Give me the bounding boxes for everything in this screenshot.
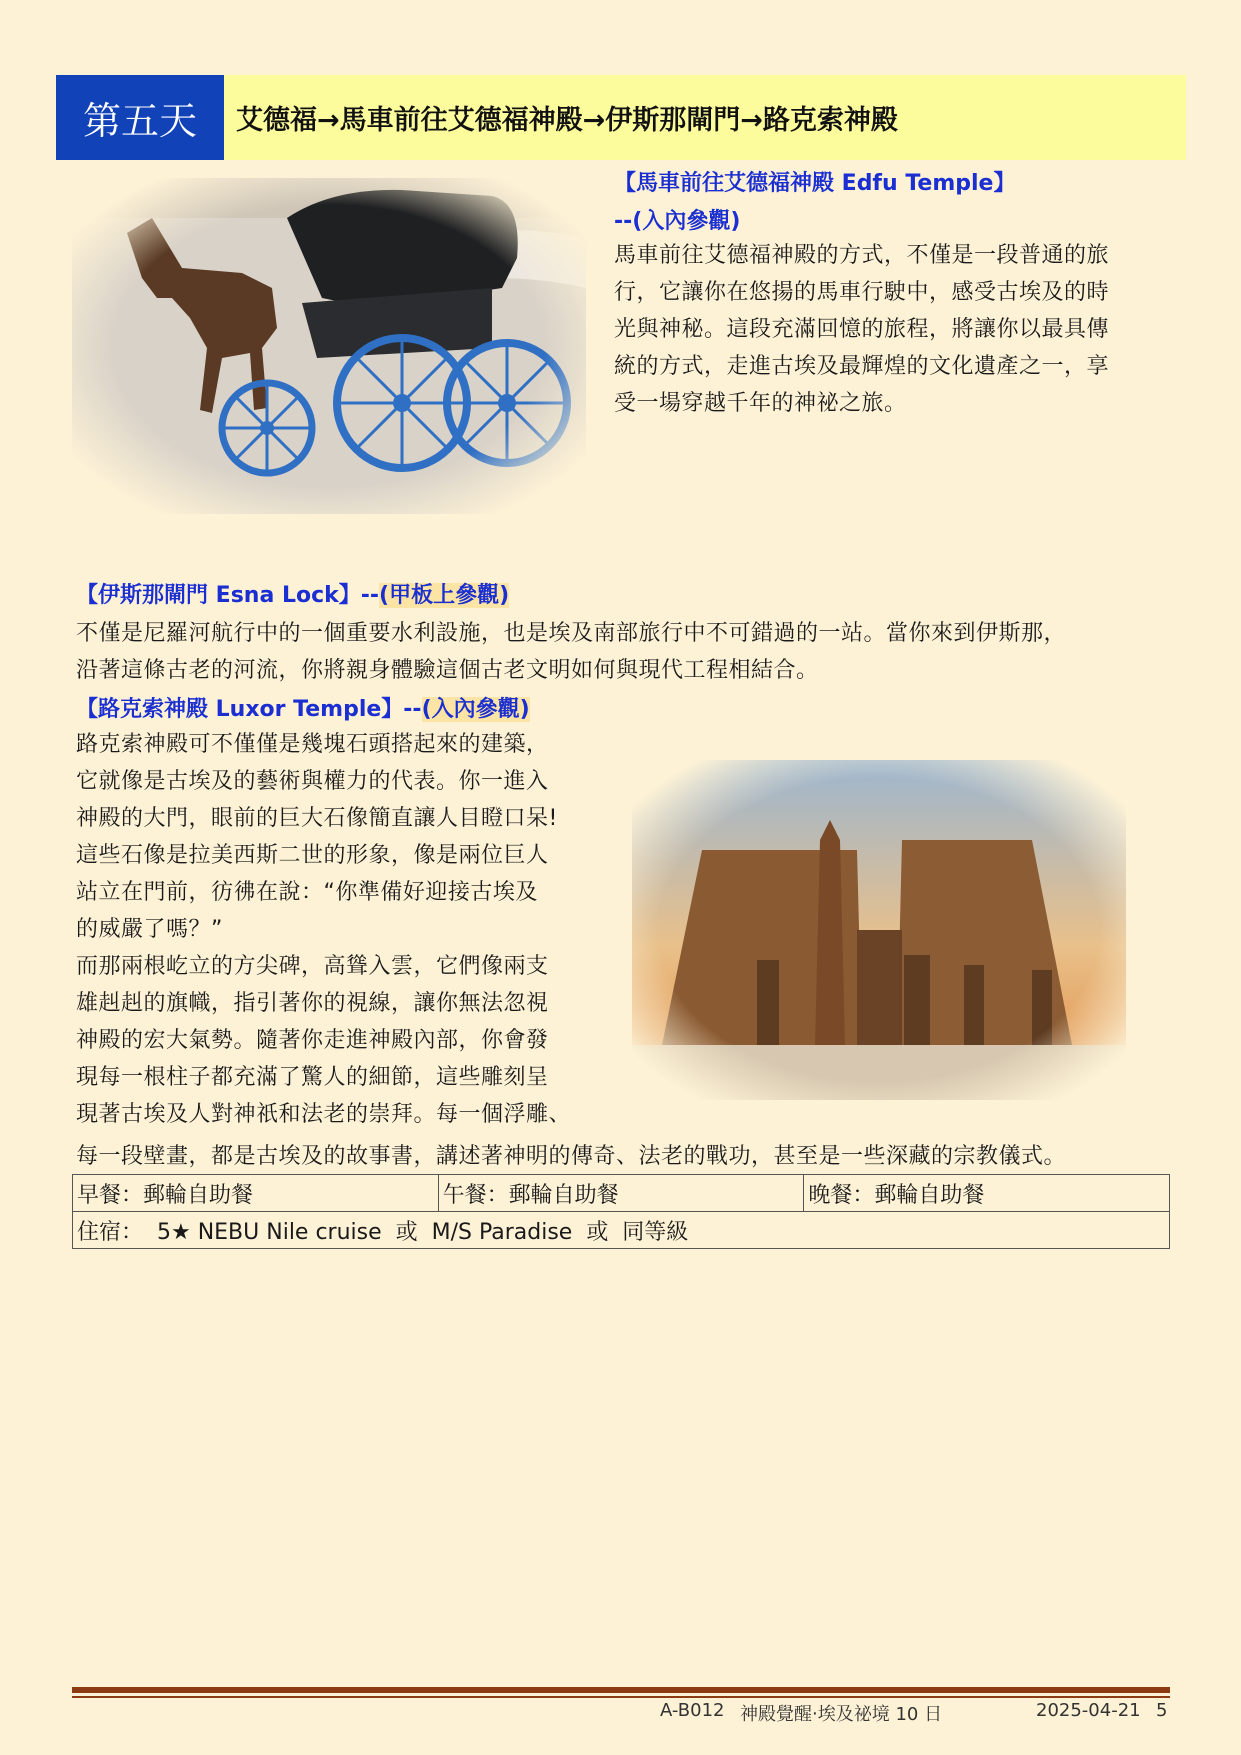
text-line: 的威嚴了嗎？”	[76, 917, 223, 942]
edfu-visit-note: --(入內參觀)	[614, 209, 741, 234]
text-line: 站立在門前，彷彿在說：“你準備好迎接古埃及	[76, 880, 538, 905]
text-line: 神殿的大門，眼前的巨大石像簡直讓人目瞪口呆!	[76, 806, 558, 831]
footer-date: 2025-04-21	[1036, 1700, 1141, 1721]
dinner-cell: 晚餐：郵輪自助餐	[804, 1175, 1170, 1212]
esna-visit-note: (甲板上參觀)	[379, 583, 510, 608]
day-label: 第五天	[56, 75, 224, 160]
esna-heading	[76, 578, 509, 609]
accommodation-cell: 住宿： 5★ NEBU Nile cruise 或 M/S Paradise 或 同等級	[73, 1212, 1170, 1249]
text-line: 行，它讓你在悠揚的馬車行駛中，感受古埃及的時	[614, 280, 1110, 305]
meals-row	[73, 1175, 1170, 1212]
edfu-description	[614, 237, 1174, 422]
text-line: 現每一根柱子都充滿了驚人的細節，這些雕刻呈	[76, 1065, 549, 1090]
edfu-title: 【馬車前往艾德福神殿 Edfu Temple】	[614, 171, 1016, 196]
footer-tour-name: 神殿覺醒‧埃及祕境 10 日	[740, 1704, 943, 1725]
luxor-last-line: 每一段壁畫，都是古埃及的故事書，講述著神明的傳奇、法老的戰功，甚至是一些深藏的宗教儀式。	[76, 1144, 1067, 1169]
luxor-visit-prefix: --	[403, 697, 422, 722]
text-line: 神殿的宏大氣勢。隨著你走進神殿內部，你會發	[76, 1028, 549, 1053]
text-line: 現著古埃及人對神祇和法老的崇拜。每一個浮雕、	[76, 1102, 572, 1127]
text-line: 而那兩根屹立的方尖碑，高聳入雲，它們像兩支	[76, 954, 549, 979]
horse-carriage-photo	[72, 178, 586, 514]
footer-page-number: 5	[1156, 1700, 1168, 1721]
text-line: 它就像是古埃及的藝術與權力的代表。你一進入	[76, 769, 549, 794]
text-line: 不僅是尼羅河航行中的一個重要水利設施，也是埃及南部旅行中不可錯過的一站。當你來到伊斯那，	[76, 621, 1067, 646]
footer-code: A-B012	[660, 1700, 725, 1721]
footer-rule	[72, 1687, 1170, 1693]
text-line: 雄赳赳的旗幟，指引著你的視線，讓你無法忽視	[76, 991, 549, 1016]
luxor-title: 【路克索神殿 Luxor Temple】	[76, 697, 404, 722]
luxor-heading	[76, 692, 530, 723]
luxor-description	[76, 726, 616, 1133]
text-line: 光與神秘。這段充滿回憶的旅程，將讓你以最具傳	[614, 317, 1110, 342]
lunch-cell: 午餐：郵輪自助餐	[438, 1175, 804, 1212]
text-line: 受一場穿越千年的神祕之旅。	[614, 391, 907, 416]
luxor-visit-note: (入內參觀)	[421, 697, 530, 722]
text-line: 沿著這條古老的河流，你將親身體驗這個古老文明如何與現代工程相結合。	[76, 658, 819, 683]
esna-title: 【伊斯那閘門 Esna Lock】	[76, 583, 361, 608]
text-line: 這些石像是拉美西斯二世的形象，像是兩位巨人	[76, 843, 549, 868]
text-line: 統的方式，走進古埃及最輝煌的文化遺產之一，享	[614, 354, 1110, 379]
meals-table	[72, 1174, 1170, 1249]
breakfast-cell: 早餐：郵輪自助餐	[73, 1175, 439, 1212]
luxor-temple-photo	[632, 760, 1126, 1100]
route-title: 艾德福→馬車前往艾德福神殿→伊斯那閘門→路克索神殿	[224, 75, 1186, 160]
text-line: 馬車前往艾德福神殿的方式，不僅是一段普通的旅	[614, 243, 1110, 268]
text-line: 路克索神殿可不僅僅是幾塊石頭搭起來的建築，	[76, 732, 549, 757]
esna-visit-prefix: --	[360, 583, 380, 608]
accommodation-row	[73, 1212, 1170, 1249]
footer-rule-thin	[72, 1696, 1170, 1698]
esna-description	[76, 615, 1176, 689]
